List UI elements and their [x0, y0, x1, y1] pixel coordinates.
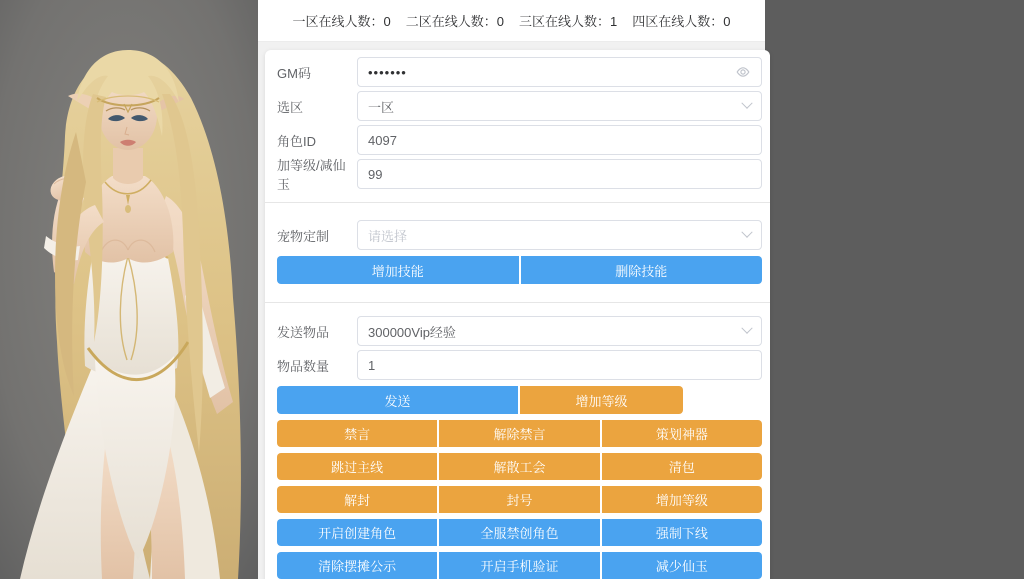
send-button-row — [277, 386, 762, 414]
send-button[interactable]: 发送 — [277, 386, 518, 414]
role-id-row — [277, 125, 762, 155]
role-id-input[interactable] — [368, 133, 751, 148]
online-count-zone1: 一区在线人数：0 — [292, 14, 391, 29]
online-stats-bar — [258, 0, 765, 42]
elf-girl-illustration — [0, 0, 258, 579]
eye-icon[interactable] — [735, 64, 751, 80]
add-level-jade-field — [357, 159, 762, 189]
divider — [265, 302, 770, 303]
zone-select[interactable] — [357, 91, 762, 121]
online-count-zone4: 四区在线人数：0 — [632, 14, 731, 29]
chevron-down-icon — [741, 98, 752, 109]
zone-select-value: 一区 — [368, 99, 395, 115]
disband-guild-button[interactable]: 解散工会 — [439, 453, 599, 480]
chevron-down-icon — [741, 227, 752, 238]
send-item-label: 发送物品 — [277, 324, 330, 340]
unmute-button[interactable]: 解除禁言 — [439, 420, 599, 447]
zone-label: 选区 — [277, 99, 304, 115]
add-level-jade-row — [277, 158, 762, 192]
add-level-jade-input[interactable] — [368, 167, 751, 182]
mute-button[interactable]: 禁言 — [277, 420, 437, 447]
action-row-3 — [277, 486, 762, 513]
pet-custom-row — [277, 220, 762, 250]
online-count-zone2: 二区在线人数：0 — [405, 14, 504, 29]
enable-create-role-button[interactable]: 开启创建角色 — [277, 519, 437, 546]
role-id-label: 角色ID — [277, 133, 317, 149]
role-id-field — [357, 125, 762, 155]
item-count-label: 物品数量 — [277, 358, 330, 374]
clear-stall-notice-button[interactable]: 清除摆摊公示 — [277, 552, 437, 579]
action-row-4 — [277, 519, 762, 546]
item-count-input[interactable] — [368, 358, 751, 373]
send-item-value: 300000Vip经验 — [368, 324, 456, 340]
pet-custom-select[interactable] — [357, 220, 762, 250]
add-level-jade-label: 加等级/减仙玉 — [277, 158, 346, 192]
chevron-down-icon — [741, 323, 752, 334]
item-count-field — [357, 350, 762, 380]
zone-row — [277, 91, 762, 121]
item-count-row — [277, 350, 762, 380]
skill-button-row — [277, 256, 762, 284]
skip-mainquest-button[interactable]: 跳过主线 — [277, 453, 437, 480]
send-item-row — [277, 316, 762, 346]
planner-artifact-button[interactable]: 策划神器 — [602, 420, 762, 447]
online-count-zone3: 三区在线人数：1 — [519, 14, 618, 29]
reduce-jade-button[interactable]: 减少仙玉 — [602, 552, 762, 579]
action-row-5 — [277, 552, 762, 579]
action-row-1 — [277, 420, 762, 447]
gm-code-row — [277, 57, 762, 87]
unban-button[interactable]: 解封 — [277, 486, 437, 513]
add-level-button-2[interactable]: 增加等级 — [602, 486, 762, 513]
pet-custom-label: 宠物定制 — [277, 228, 330, 244]
gm-code-label: GM码 — [277, 65, 311, 81]
enable-phone-verify-button[interactable]: 开启手机验证 — [439, 552, 599, 579]
force-offline-button[interactable]: 强制下线 — [602, 519, 762, 546]
add-level-button[interactable]: 增加等级 — [520, 386, 683, 414]
divider — [265, 202, 770, 203]
disable-create-role-all-button[interactable]: 全服禁创角色 — [439, 519, 599, 546]
send-item-select[interactable] — [357, 316, 762, 346]
action-row-2 — [277, 453, 762, 480]
pet-custom-placeholder: 请选择 — [368, 228, 408, 244]
gm-code-field — [357, 57, 762, 87]
delete-skill-button[interactable]: 删除技能 — [521, 256, 763, 284]
character-image — [0, 0, 258, 579]
clear-bag-button[interactable]: 清包 — [602, 453, 762, 480]
gm-form-card — [265, 50, 770, 579]
add-skill-button[interactable]: 增加技能 — [277, 256, 519, 284]
ban-button[interactable]: 封号 — [439, 486, 599, 513]
gm-code-input[interactable] — [368, 65, 735, 80]
